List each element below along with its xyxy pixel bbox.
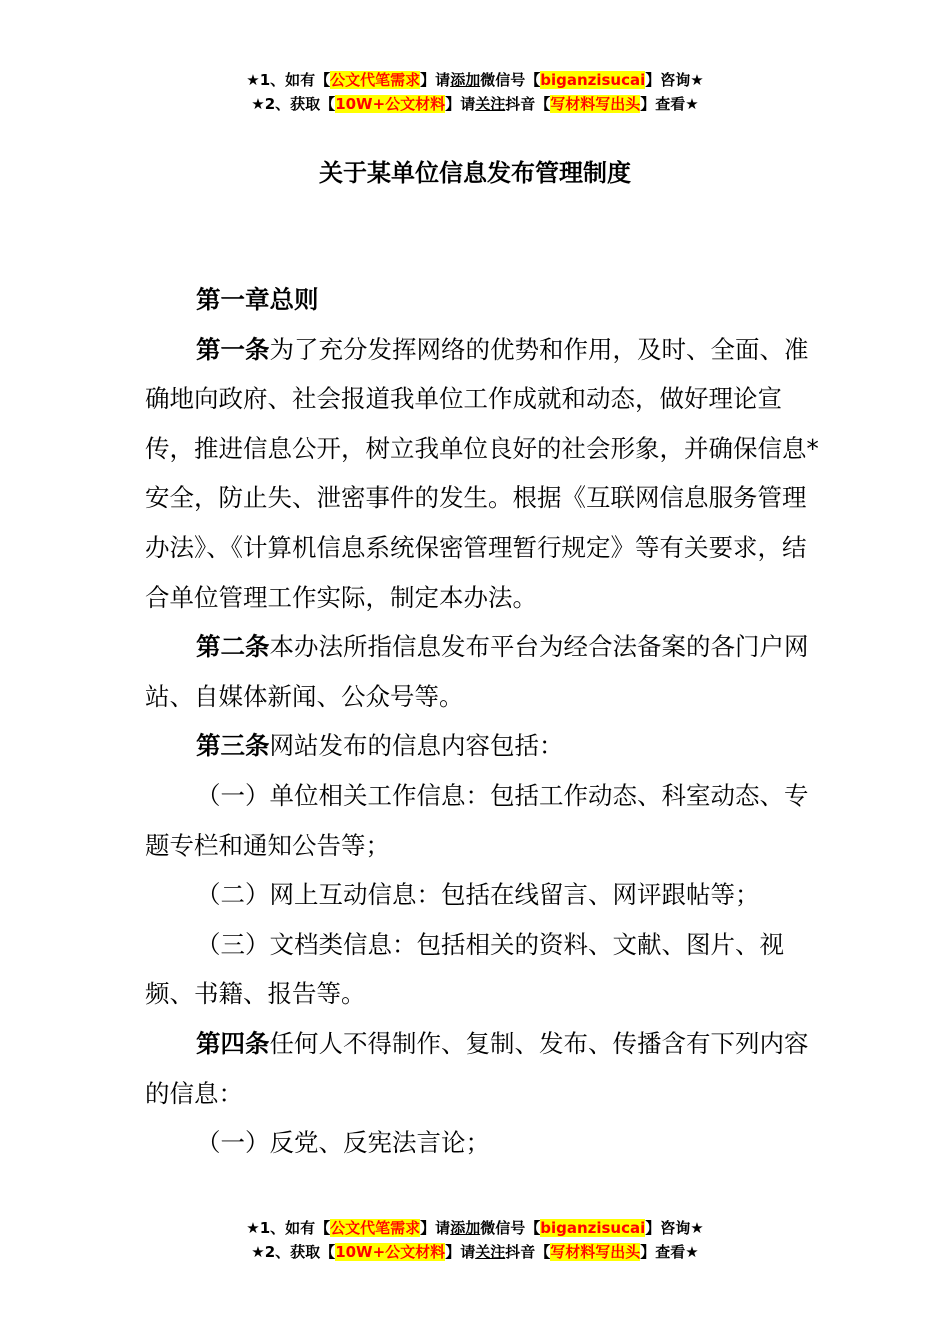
banner-text: ★2、获取【 — [251, 95, 336, 113]
banner-text: 抖音【 — [505, 1243, 551, 1261]
banner-text: ★2、获取【 — [251, 1243, 336, 1261]
article-2 — [145, 622, 825, 721]
banner-highlight: 公文代笔需求 — [330, 1219, 421, 1237]
list-item: （一）反党、反宪法言论； — [196, 1128, 490, 1158]
banner-text: ★1、如有【 — [246, 1219, 331, 1237]
banner-underline: 关注 — [475, 95, 506, 113]
banner-text: 】请 — [445, 95, 476, 113]
article-label: 第四条 — [196, 1028, 270, 1058]
banner-text: 微信号【 — [480, 1219, 541, 1237]
banner-highlight: 公文代笔需求 — [330, 71, 421, 89]
document-title: 关于某单位信息发布管理制度 — [319, 159, 631, 187]
banner-text: 】查看★ — [640, 1243, 699, 1261]
banner-line-2 — [0, 92, 950, 116]
article-label: 第二条 — [196, 632, 270, 662]
banner-text: 微信号【 — [480, 71, 541, 89]
list-item: （二）网上互动信息：包括在线留言、网评跟帖等； — [196, 880, 760, 910]
banner-text: 】查看★ — [640, 95, 699, 113]
banner-text: ★1、如有【 — [246, 71, 331, 89]
article-1 — [145, 325, 825, 623]
article-4 — [145, 1019, 825, 1118]
banner-highlight: 10W+公文材料 — [335, 95, 446, 113]
article-text: 本办法所指信息发布平台为经合法备案的各门户网站、自媒体新闻、公众号等。 — [145, 632, 809, 711]
list-item: （一）单位相关工作信息：包括工作动态、科室动态、专题专栏和通知公告等； — [145, 780, 809, 860]
article-3 — [145, 721, 825, 771]
list-item: （三）文档类信息：包括相关的资料、文献、图片、视频、书籍、报告等。 — [145, 929, 784, 1009]
article-text: 为了充分发挥网络的优势和作用，及时、全面、准确地向政府、社会报道我单位工作成就和动态，做好理论宣传，推进信息公开，树立我单位良好的社会形象，并确保信息*安全，防止失、泄密事件的发生。根据《互联网信息服务管理办法》、《计算机信息系统保密管理暂行规定》等有关要求，结合单位管理工作实际，制定本办法。 — [145, 334, 819, 612]
footer-banner — [0, 1216, 950, 1264]
banner-highlight: 写材料写出头 — [550, 95, 641, 113]
article-label: 第一条 — [196, 334, 270, 364]
banner-text: 】咨询★ — [645, 1219, 704, 1237]
article-label: 第三条 — [196, 731, 270, 761]
article-text: 任何人不得制作、复制、发布、传播含有下列内容的信息： — [145, 1028, 809, 1108]
banner-text: 】咨询★ — [645, 71, 704, 89]
article-text: 网站发布的信息内容包括： — [269, 731, 564, 761]
banner-underline: 添加 — [450, 1219, 481, 1237]
banner-highlight: 10W+公文材料 — [335, 1243, 446, 1261]
document-body — [145, 275, 825, 1168]
banner-text: 】请 — [445, 1243, 476, 1261]
banner-highlight: biganzisucai — [540, 1219, 646, 1237]
banner-text: 抖音【 — [505, 95, 551, 113]
chapter-heading: 第一章总则 — [196, 285, 319, 314]
header-banner — [0, 68, 950, 116]
banner-text: 】请 — [420, 1219, 451, 1237]
banner-underline: 添加 — [450, 71, 481, 89]
banner-line-2 — [0, 1240, 950, 1264]
banner-line-1 — [0, 68, 950, 92]
banner-line-1 — [0, 1216, 950, 1240]
banner-text: 】请 — [420, 71, 451, 89]
banner-highlight: biganzisucai — [540, 71, 646, 89]
banner-highlight: 写材料写出头 — [550, 1243, 641, 1261]
banner-underline: 关注 — [475, 1243, 506, 1261]
